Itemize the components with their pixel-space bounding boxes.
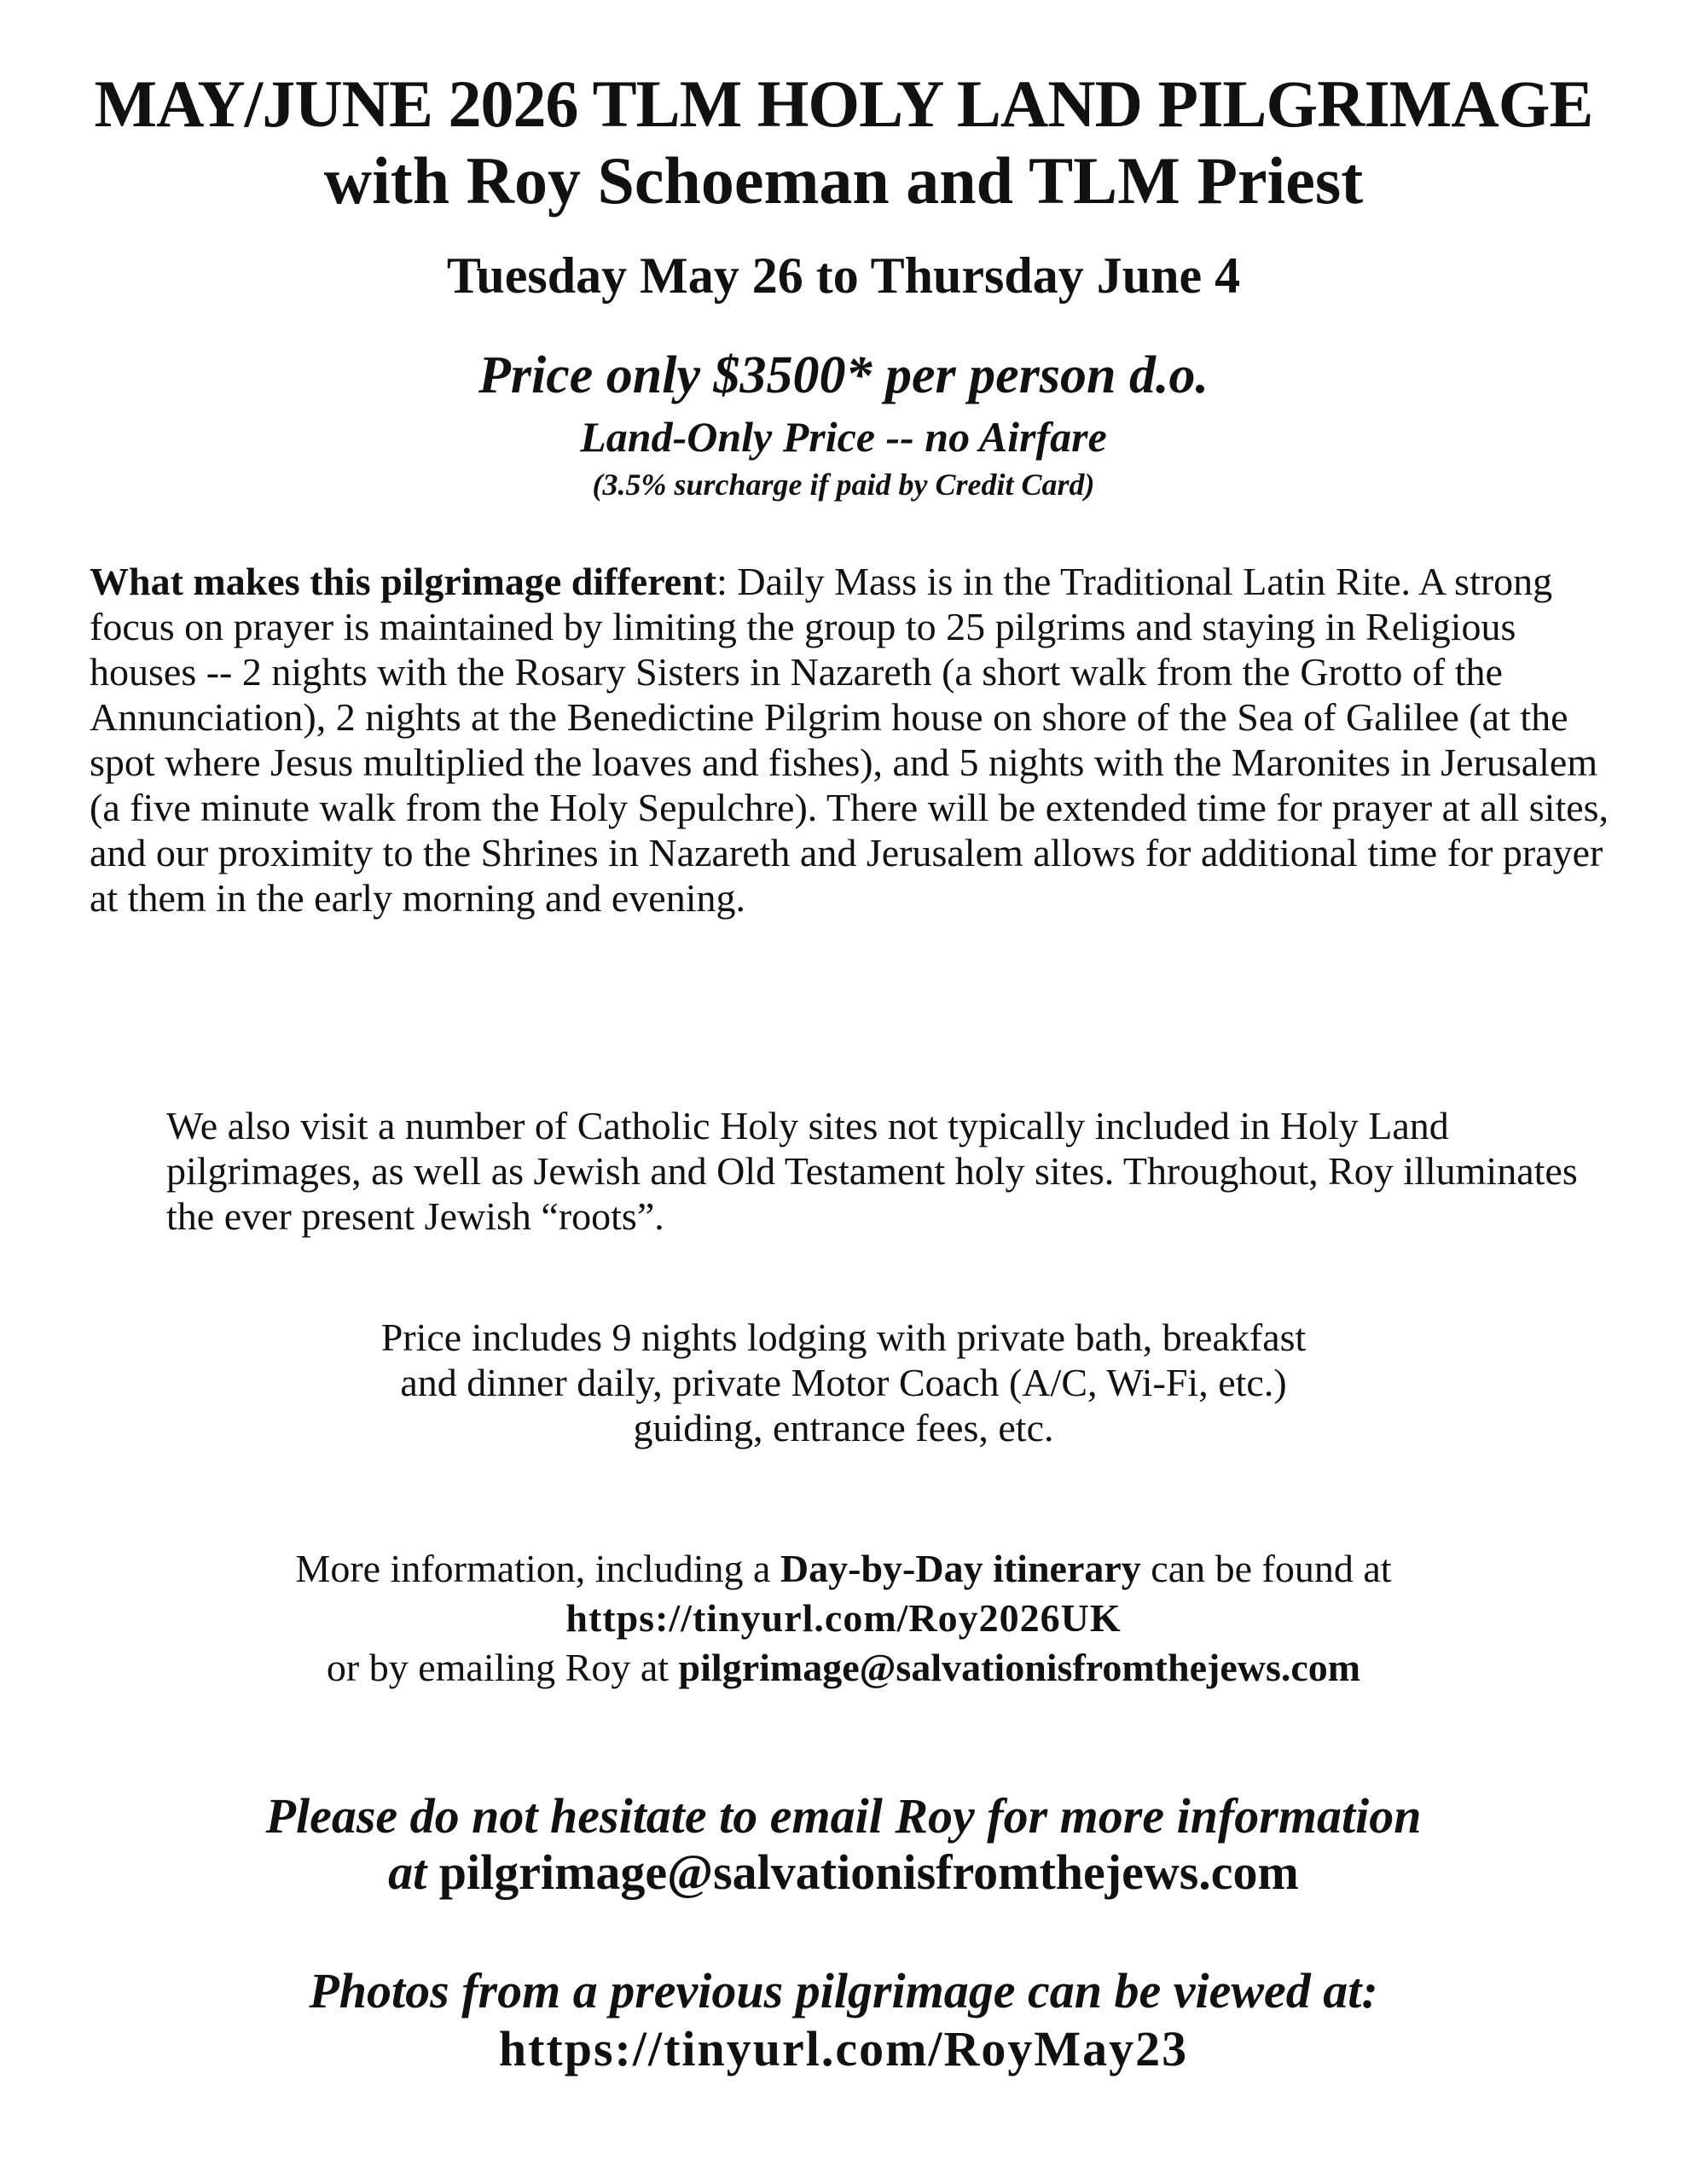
includes-line-1: Price includes 9 nights lodging with private bath, breakfast (380, 1316, 1307, 1359)
itinerary-label: Day-by-Day itinerary (780, 1547, 1141, 1590)
trip-dates: Tuesday May 26 to Thursday June 4 (446, 247, 1241, 304)
includes-line-3: guiding, entrance fees, etc. (633, 1406, 1054, 1449)
more-info-prefix: More information, including a (295, 1547, 780, 1590)
contact-at: at (388, 1844, 439, 1900)
itinerary-url-link[interactable]: https://tinyurl.com/Roy2026UK (565, 1596, 1122, 1640)
more-info-block (0, 1544, 1687, 1693)
photos-url-link[interactable]: https://tinyurl.com/RoyMay23 (498, 2021, 1189, 2077)
price-line: Price only $3500* per person d.o. (478, 346, 1209, 404)
page-title: MAY/JUNE 2026 TLM HOLY LAND PILGRIMAGE (94, 67, 1593, 141)
contact-email-line (0, 1844, 1687, 1901)
email-prefix: or by emailing Roy at (326, 1646, 679, 1689)
surcharge-note: (3.5% surcharge if paid by Credit Card) (592, 468, 1095, 502)
includes-block (0, 1315, 1687, 1450)
contact-line: Please do not hesitate to email Roy for more information (265, 1788, 1422, 1844)
more-info-suffix: can be found at (1140, 1547, 1392, 1590)
description-text: : Daily Mass is in the Traditional Latin Rite. A strong focus on prayer is maintained by limiting the group to 25 pilgrims and staying in Religious houses -- 2 nights with the Rosary Sisters in Nazareth (a short walk from the Grotto of the Annunciation), 2 nights at the Benedictine Pilgrim house on shore of the Sea of Galilee (at the spot where Jesus multiplied the loaves and fishes), and 5 nights with the Maronites in Jerusalem (a five minute walk from the Holy Sepulchre). There will be extended time for prayer at all sites, and our proximity to the Shrines in Nazareth and Jerusalem allows for additional time for prayer at them in the early morning and evening. (90, 560, 1609, 920)
contact-email-link[interactable]: pilgrimage@salvationisfromthejews.com (438, 1844, 1299, 1900)
photos-label: Photos from a previous pilgrimage can be viewed at: (309, 1963, 1378, 2018)
page-subtitle: with Roy Schoeman and TLM Priest (323, 143, 1364, 218)
more-info-line (0, 1544, 1687, 1594)
photos-block (0, 1962, 1687, 2078)
includes-line-2: and dinner daily, private Motor Coach (A/C, Wi-Fi, etc.) (400, 1361, 1287, 1404)
email-line (0, 1643, 1687, 1693)
contact-block (0, 1788, 1687, 1901)
land-only-note: Land-Only Price -- no Airfare (580, 413, 1107, 461)
description-lead: What makes this pilgrimage different (90, 560, 717, 603)
email-link[interactable]: pilgrimage@salvationisfromthejews.com (678, 1646, 1361, 1689)
visits-paragraph: We also visit a number of Catholic Holy sites not typically included in Holy Land pilgrimages, as well as Jewish and Old Testament holy sites. Throughout, Roy illuminates the ever present Jewish “roots”. (166, 1104, 1578, 1238)
description-paragraph (90, 559, 1616, 921)
